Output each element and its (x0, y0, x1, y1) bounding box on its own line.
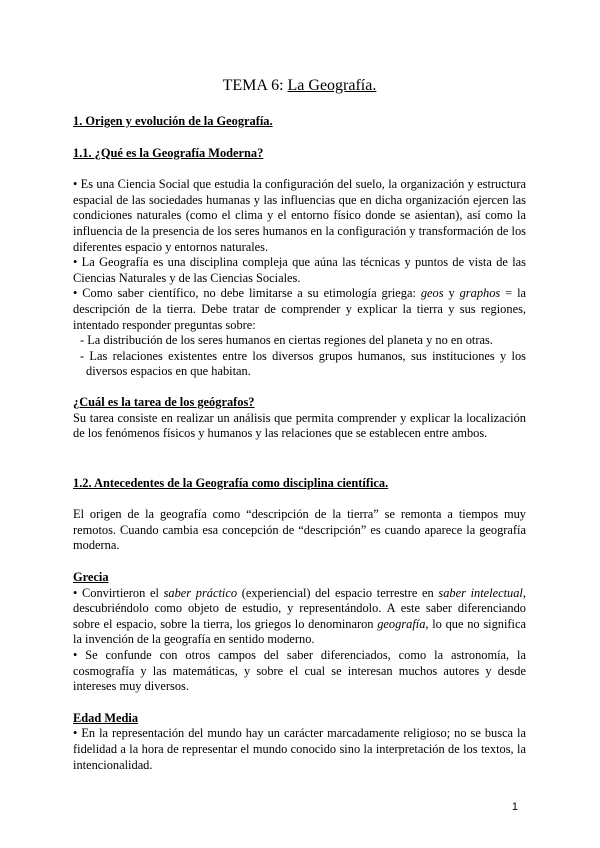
paragraph-origin: El origen de la geografía como “descripción de la tierra” se remonta a tiempos muy remotos. Cuando cambia esa concepción de “descripción” es cuando aparece la geografía moderna. (73, 507, 526, 553)
grecia-heading: Grecia (73, 570, 109, 585)
paragraph-etymology: • Como saber científico, no debe limitarse a su etimología griega: geos y graphos = la descripción de la tierra. Debe tratar de comprender y explicar la tierra y sus regiones, intentado responder preguntas sobre: (73, 286, 527, 332)
paragraph-grecia-2: • Se confunde con otros campos del saber diferenciados, como la astronomía, la cosmografía y las matemáticas, y sobre el cual se interesan muchos autores y desde intereses muy diversos. (73, 648, 526, 694)
title-prefix: TEMA 6: (222, 77, 288, 94)
page-title (73, 76, 526, 96)
term-saber-intelectual: saber intelectual (438, 585, 523, 600)
page-number: 1 (511, 801, 518, 813)
section-1-heading: 1. Origen y evolución de la Geografía. (73, 114, 273, 128)
list-item-relations: - Las relaciones existentes entre los diversos grupos humanos, sus instituciones y los diversos espacios en que habitan. (80, 348, 526, 379)
section-1-1-heading: 1.1. ¿Qué es la Geografía Moderna? (73, 145, 264, 160)
paragraph-edad-media: • En la representación del mundo hay un carácter marcadamente religioso; no se busca la fidelidad a la hora de representar el mundo conocido sino la interpretación de los textos, la intencionalidad. (73, 726, 526, 772)
tarea-text: Su tarea consiste en realizar un análisis que permita comprender y explicar la localización de los fenómenos físicos y humanos y las relaciones que se establecen entre ambos. (73, 410, 526, 441)
tarea-heading: ¿Cuál es la tarea de los geógrafos? (73, 394, 255, 409)
term-geografia: geografía (377, 616, 426, 631)
paragraph-complexity: • La Geografía es una disciplina compleja que aúna las técnicas y puntos de vista de las Ciencias Naturales y de las Ciencias Sociales. (73, 255, 526, 285)
term-saber-practico: saber práctico (163, 585, 238, 600)
list-item-distribution: - La distribución de los seres humanos en ciertas regiones del planeta y no en otras. (80, 333, 493, 348)
term-geos: geos (420, 286, 444, 301)
edad-media-heading: Edad Media (73, 710, 139, 725)
paragraph-definition: • Es una Ciencia Social que estudia la configuración del suelo, la organización y estructura espacial de las sociedades humanas y las influencias que en dicha organización ejercen las condiciones naturales (como el clima y el entorno físico donde se asientan), así como la influencia de la presencia de los seres humanos en la configuración y transformación de los diferentes espacio y entornos naturales. (73, 177, 526, 254)
title-main: La Geografía. (287, 77, 377, 94)
term-graphos: graphos (459, 286, 501, 301)
paragraph-grecia-1: • Convirtieron el saber práctico (experiencial) del espacio terrestre en saber intelectual, descubriéndolo como objeto de estudio, y representándolo. A este saber diferenciando sobre el espacio, sobre la tierra, los griegos lo denominaron geografía, lo que no significa la invención de la geografía en sentido moderno. (73, 585, 526, 647)
section-1-2-heading: 1.2. Antecedentes de la Geografía como disciplina científica. (73, 475, 389, 490)
